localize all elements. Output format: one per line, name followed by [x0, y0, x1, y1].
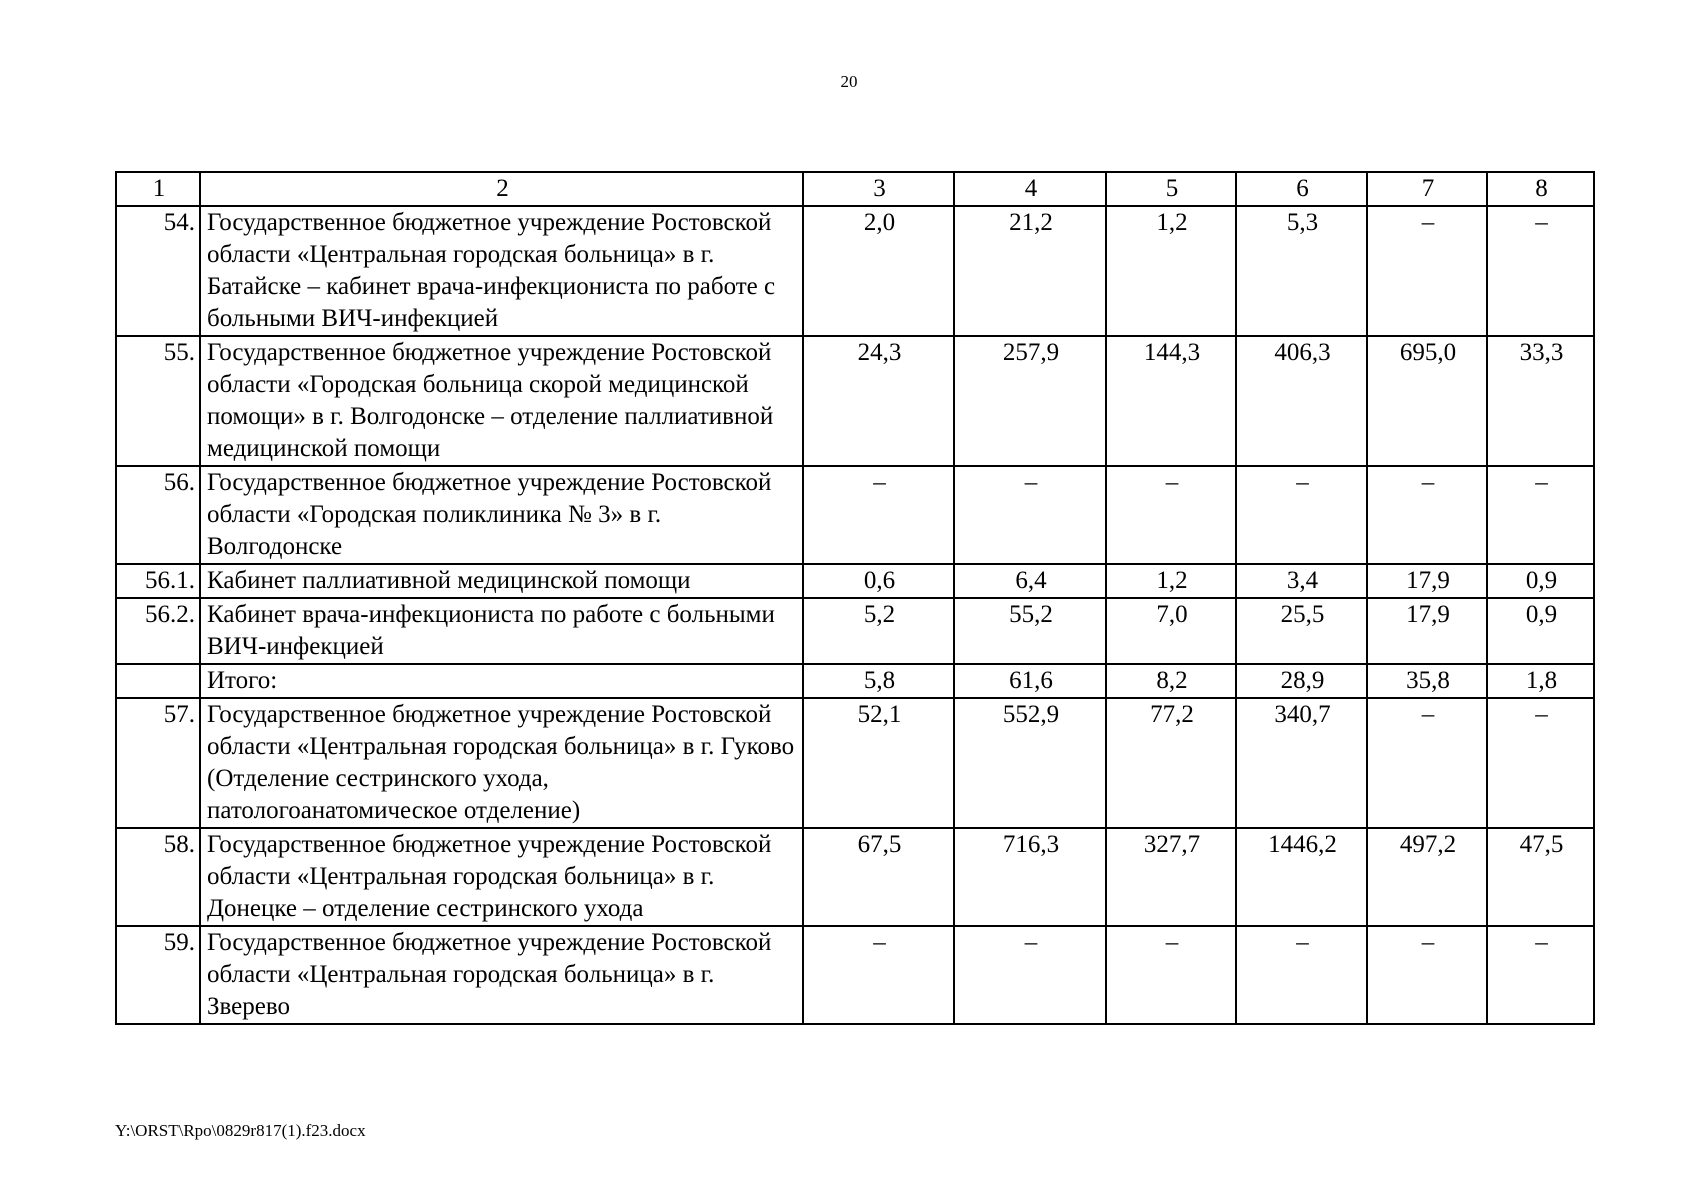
- institution-name: Государственное бюджетное учреждение Ростовской области «Центральная городская больница» в г. Гуково (Отделение сестринского ухода, патологоанатомическое отделение): [200, 698, 803, 828]
- value-cell-col-8: 33,3: [1487, 336, 1594, 466]
- value-cell-col-6: 3,4: [1236, 564, 1367, 598]
- value-cell-col-4: 716,3: [954, 828, 1106, 926]
- header-cell: 6: [1236, 172, 1367, 206]
- header-cell: 1: [116, 172, 200, 206]
- row-number: 55.: [116, 336, 200, 466]
- value-cell-col-6: 340,7: [1236, 698, 1367, 828]
- value-cell-col-5: 77,2: [1106, 698, 1236, 828]
- value-cell-col-3: –: [803, 466, 954, 564]
- value-cell-col-4: –: [954, 926, 1106, 1024]
- institution-name: Государственное бюджетное учреждение Ростовской области «Центральная городская больница» в г. Донецке – отделение сестринского ухода: [200, 828, 803, 926]
- value-cell-col-5: –: [1106, 466, 1236, 564]
- value-cell-col-5: 8,2: [1106, 664, 1236, 698]
- header-cell: 5: [1106, 172, 1236, 206]
- value-cell-col-5: –: [1106, 926, 1236, 1024]
- value-cell-col-7: –: [1367, 466, 1487, 564]
- value-cell-col-7: –: [1367, 926, 1487, 1024]
- institution-name: Кабинет врача-инфекциониста по работе с больными ВИЧ-инфекцией: [200, 598, 803, 664]
- value-cell-col-6: 406,3: [1236, 336, 1367, 466]
- header-cell: 7: [1367, 172, 1487, 206]
- row-number: 56.1.: [116, 564, 200, 598]
- value-cell-col-3: 5,2: [803, 598, 954, 664]
- table-row: [116, 466, 1594, 564]
- value-cell-col-8: –: [1487, 206, 1594, 336]
- value-cell-col-8: 47,5: [1487, 828, 1594, 926]
- value-cell-col-7: 497,2: [1367, 828, 1487, 926]
- value-cell-col-5: 327,7: [1106, 828, 1236, 926]
- value-cell-col-3: –: [803, 926, 954, 1024]
- row-number: 58.: [116, 828, 200, 926]
- institution-name: Кабинет паллиативной медицинской помощи: [200, 564, 803, 598]
- institution-name: Итого:: [200, 664, 803, 698]
- value-cell-col-8: –: [1487, 466, 1594, 564]
- value-cell-col-3: 67,5: [803, 828, 954, 926]
- value-cell-col-5: 144,3: [1106, 336, 1236, 466]
- value-cell-col-6: 25,5: [1236, 598, 1367, 664]
- header-cell: 2: [200, 172, 803, 206]
- value-cell-col-5: 7,0: [1106, 598, 1236, 664]
- value-cell-col-6: 28,9: [1236, 664, 1367, 698]
- table-row: [116, 698, 1594, 828]
- table-row: [116, 336, 1594, 466]
- value-cell-col-4: 61,6: [954, 664, 1106, 698]
- header-cell: 8: [1487, 172, 1594, 206]
- table-row: [116, 828, 1594, 926]
- table-row: [116, 664, 1594, 698]
- value-cell-col-8: –: [1487, 698, 1594, 828]
- row-number: [116, 664, 200, 698]
- value-cell-col-3: 5,8: [803, 664, 954, 698]
- value-cell-col-7: 17,9: [1367, 564, 1487, 598]
- value-cell-col-4: 21,2: [954, 206, 1106, 336]
- table-row: [116, 206, 1594, 336]
- value-cell-col-3: 24,3: [803, 336, 954, 466]
- value-cell-col-8: 1,8: [1487, 664, 1594, 698]
- table-row: [116, 564, 1594, 598]
- value-cell-col-7: –: [1367, 698, 1487, 828]
- value-cell-col-4: 552,9: [954, 698, 1106, 828]
- data-table: [115, 171, 1595, 1025]
- row-number: 56.2.: [116, 598, 200, 664]
- table-header-row: [116, 172, 1594, 206]
- institution-name: Государственное бюджетное учреждение Ростовской области «Центральная городская больница» в г. Батайске – кабинет врача-инфекциониста по работе с больными ВИЧ-инфекцией: [200, 206, 803, 336]
- row-number: 54.: [116, 206, 200, 336]
- page-number: 20: [840, 72, 858, 91]
- institution-name: Государственное бюджетное учреждение Ростовской области «Городская поликлиника № 3» в г. Волгодонске: [200, 466, 803, 564]
- value-cell-col-7: 695,0: [1367, 336, 1487, 466]
- value-cell-col-4: –: [954, 466, 1106, 564]
- value-cell-col-8: 0,9: [1487, 598, 1594, 664]
- header-cell: 3: [803, 172, 954, 206]
- row-number: 57.: [116, 698, 200, 828]
- value-cell-col-6: 1446,2: [1236, 828, 1367, 926]
- value-cell-col-3: 0,6: [803, 564, 954, 598]
- value-cell-col-4: 6,4: [954, 564, 1106, 598]
- institution-name: Государственное бюджетное учреждение Ростовской области «Городская больница скорой медицинской помощи» в г. Волгодонске – отделение паллиативной медицинской помощи: [200, 336, 803, 466]
- value-cell-col-8: 0,9: [1487, 564, 1594, 598]
- value-cell-col-7: 17,9: [1367, 598, 1487, 664]
- value-cell-col-4: 55,2: [954, 598, 1106, 664]
- value-cell-col-8: –: [1487, 926, 1594, 1024]
- row-number: 59.: [116, 926, 200, 1024]
- value-cell-col-4: 257,9: [954, 336, 1106, 466]
- value-cell-col-6: –: [1236, 926, 1367, 1024]
- value-cell-col-6: 5,3: [1236, 206, 1367, 336]
- header-cell: 4: [954, 172, 1106, 206]
- value-cell-col-5: 1,2: [1106, 564, 1236, 598]
- row-number: 56.: [116, 466, 200, 564]
- value-cell-col-5: 1,2: [1106, 206, 1236, 336]
- value-cell-col-3: 52,1: [803, 698, 954, 828]
- value-cell-col-7: 35,8: [1367, 664, 1487, 698]
- value-cell-col-6: –: [1236, 466, 1367, 564]
- table-row: [116, 926, 1594, 1024]
- table-row: [116, 598, 1594, 664]
- value-cell-col-7: –: [1367, 206, 1487, 336]
- value-cell-col-3: 2,0: [803, 206, 954, 336]
- footer-file-path: Y:\ORST\Rpo\0829r817(1).f23.docx: [115, 1121, 366, 1140]
- institution-name: Государственное бюджетное учреждение Ростовской области «Центральная городская больница» в г. Зверево: [200, 926, 803, 1024]
